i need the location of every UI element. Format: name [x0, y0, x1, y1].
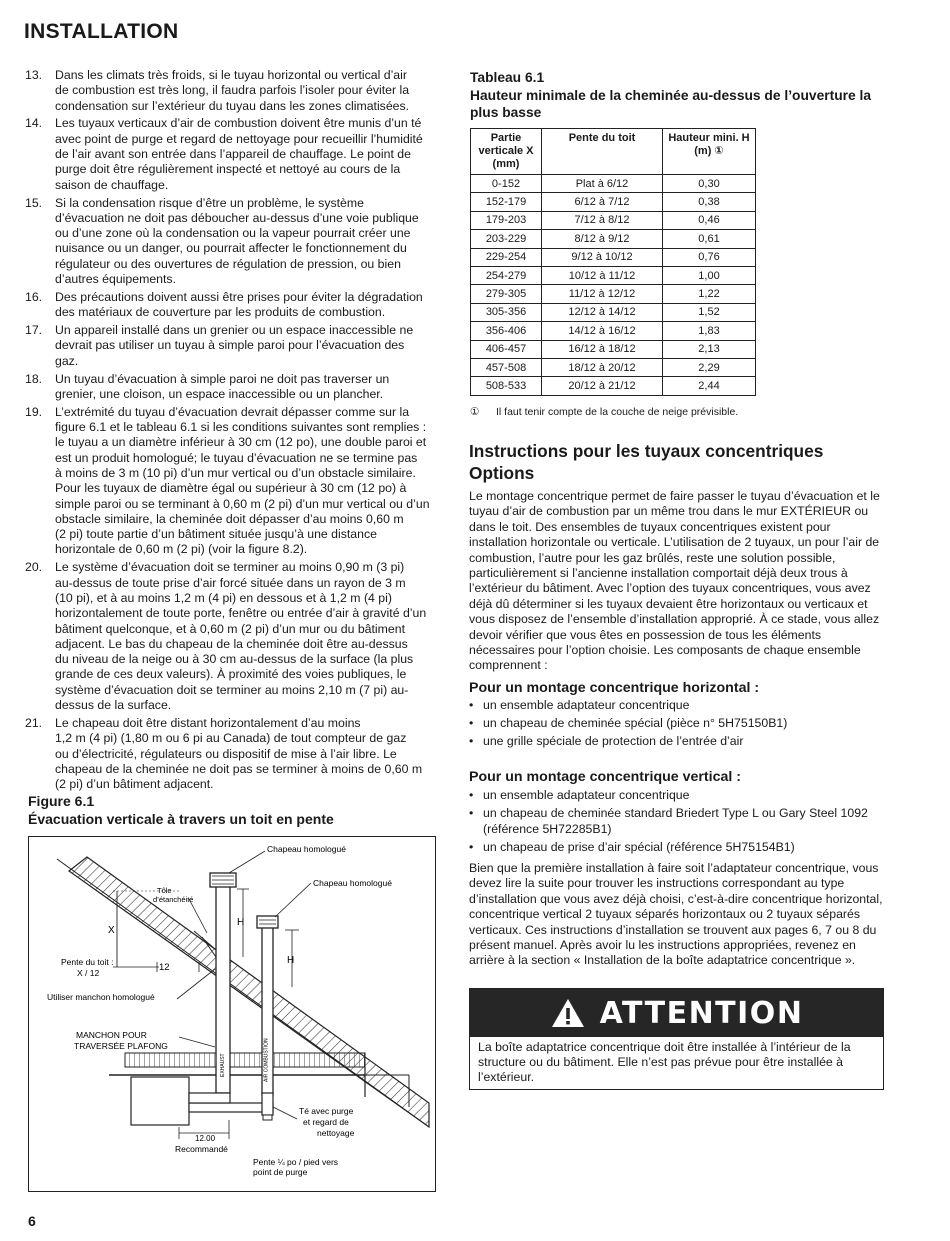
concentric-intro: Le montage concentrique permet de faire passer le tuyau d’évacuation et le tuyau d’air de combustion par un même trou dans le mur EXTÉRIEUR ou dans le toit. Des ensembles de tuyaux concentriques existent pour installation horizontale ou verticale. L’utilisation de 2 tuyaux, un pour l’air de combustion, l’autre pour les gaz brûlés, reste une solution possible, particulièrement si l’ancienne installation comportait déjà deux trous à l’extérieur du bâtiment. Avec l’option des tuyaux concentriques, vous avez déjà dû déterminer si les tuyaux devaient être horizontaux ou verticaux et vous disposez de l’ensemble d’installation approprié. À ce stade, vous allez devoir vérifier que vous êtes en possession de tous les éléments nécessaires pour l’option choisie. Les composants de chaque ensemble comprennent : [469, 489, 880, 673]
column-header: Hauteur mini. H (m) ① [663, 129, 756, 175]
table-cell: 11/12 à 12/12 [542, 285, 663, 303]
table-cell: 152-179 [471, 193, 542, 211]
item-number: 14. [25, 116, 43, 131]
list-item [25, 68, 439, 114]
table-cell: 229-254 [471, 248, 542, 266]
table-row [471, 266, 756, 284]
pitch-label-2: point de purge [253, 1167, 308, 1177]
list-item [25, 116, 439, 192]
slope-label-2: X / 12 [77, 968, 100, 978]
tee-label-1: Té avec purge [299, 1106, 354, 1116]
table-row [471, 340, 756, 358]
list-item [25, 560, 439, 713]
pitch-label-1: Pente ¼ po / pied vers [253, 1157, 339, 1167]
figure-number: Figure 6.1 [28, 793, 95, 809]
item-text: Si la condensation risque d’être un problème, le système d’évacuation ne doit pas déboucher au-dessus d’une voie publique ou d’une zone où la condensation ou la vapeur pourrait créer une nuisance ou un danger, ou pourrait affecter le fonctionnement du régulateur ou des ouvertures de régulation de pression, ou bien d’autres équipements. [55, 195, 419, 287]
table-cell: 0,30 [663, 175, 756, 193]
table-body [471, 175, 756, 396]
air-pipe-label: AIR COMBUSTION [263, 1038, 270, 1082]
list-item-text: un chapeau de cheminée spécial (pièce n° 5H75150B1) [483, 716, 788, 731]
warning-triangle-icon [550, 997, 586, 1029]
figure-caption [28, 792, 442, 828]
table-cell: 2,29 [663, 358, 756, 376]
list-item: • un chapeau de cheminée standard Briedert Type L ou Gary Steel 1092 (référence 5H72285B1) [469, 806, 889, 837]
item-number: 15. [25, 195, 43, 210]
ceiling-band [125, 1053, 365, 1067]
figure-diagram [28, 836, 436, 1192]
appliance [131, 1077, 189, 1125]
item-text: Des précautions doivent aussi être prises pour éviter la dégradation des matériaux de couverture par les produits de combustion. [55, 289, 423, 320]
item-number: 20. [25, 560, 43, 575]
cap-label-2: Chapeau homologué [313, 878, 392, 888]
column-header: Pente du toit [542, 129, 663, 175]
table-cell: 203-229 [471, 230, 542, 248]
list-item [25, 716, 439, 792]
list-item [25, 372, 439, 403]
exhaust-pipe-label: EXHAUST [220, 1053, 226, 1077]
table-cell: 16/12 à 18/12 [542, 340, 663, 358]
table-cell: 305-356 [471, 303, 542, 321]
list-item-text: un ensemble adaptateur concentrique [483, 788, 690, 802]
tee [262, 1093, 273, 1115]
table-cell: 0,76 [663, 248, 756, 266]
item-text: Les tuyaux verticaux d’air de combustion doivent être munis d’un té avec point de purge et regard de nettoyage pour recueillir l’humidité de l’air avant son entrée dans l’appareil de chauffage. Le point de purge doit être régulièrement inspecté et nettoyé au cours de la saison de chauffage. [55, 116, 423, 192]
h-dimension-air: H [287, 955, 295, 966]
air-cap [257, 916, 278, 928]
table-cell: 1,22 [663, 285, 756, 303]
table-cell: 12/12 à 14/12 [542, 303, 663, 321]
table-cell: Plat à 6/12 [542, 175, 663, 193]
horizontal-list [469, 698, 889, 752]
table-title: Hauteur minimale de la cheminée au-dessus de l’ouverture la plus basse [470, 87, 872, 120]
tee-label-2: et regard de [303, 1117, 349, 1127]
table-cell: 0-152 [471, 175, 542, 193]
item-text: L’extrémité du tuyau d’évacuation devrait dépasser comme sur la figure 6.1 et le tableau 6.1 si les conditions suivantes sont remplies : le tuyau a un diamètre inférieur à 30 cm (12 po), une double paroi et est un produit homologué; le tuyau d’évacuation ne se termine pas à moins de 3 m (10 pi) d’un mur vertical ou d’un obstacle similaire. Pour les tuyaux de diamètre égal ou supérieur à 30 cm (12 po) à simple paroi ou se terminant à 0,60 m (2 pi) d’un mur vertical ou d’un obstacle similaire, la cheminée doit dépasser d’au moins 0,60 m (2 pi) toute partie d’un bâtiment située jusqu’à une distance horizontale de 0,60 m (2 pi) (voir la figure 8.2). [55, 404, 430, 557]
cap-label-1: Chapeau homologué [267, 844, 346, 854]
table-row [471, 303, 756, 321]
table-cell: 18/12 à 20/12 [542, 358, 663, 376]
list-item: • un ensemble adaptateur concentrique [469, 788, 690, 802]
table-cell: 1,00 [663, 266, 756, 284]
tee-label-3: nettoyage [317, 1128, 355, 1138]
footnote-text: Il faut tenir compte de la couche de neige prévisible. [496, 406, 739, 418]
flashing-label-2: d’étanchéité [153, 895, 194, 904]
list-item-text: une grille spéciale de protection de l’entrée d’air [483, 734, 744, 749]
item-number: 21. [25, 715, 43, 730]
table-cell: 179-203 [471, 211, 542, 229]
table-label: Tableau 6.1 [470, 70, 545, 85]
table-footnote [470, 406, 738, 418]
list-item [25, 196, 439, 288]
recommended-value: 12.00 [195, 1134, 216, 1143]
section-title: INSTALLATION [24, 20, 179, 43]
table-cell: 14/12 à 16/12 [542, 322, 663, 340]
table-row [471, 175, 756, 193]
table-cell: 9/12 à 10/12 [542, 248, 663, 266]
warning-header [470, 989, 883, 1037]
x-dimension: X [108, 925, 115, 936]
table-cell: 508-533 [471, 377, 542, 395]
ceiling-label-2: TRAVERSÉE PLAFONG [74, 1041, 168, 1051]
item-text: Un appareil installé dans un grenier ou un espace inaccessible ne devrait pas utiliser un tuyau à simple paroi pour l’évacuation des gaz. [55, 323, 414, 368]
item-number: 13. [25, 68, 43, 82]
list-item-text: un chapeau de prise d’air spécial (référence 5H75154B1) [483, 839, 795, 854]
table-cell: 1,83 [663, 322, 756, 340]
table-row [471, 211, 756, 229]
table-cell: 0,61 [663, 230, 756, 248]
horizontal-connector [189, 1103, 273, 1112]
figure-title: Évacuation verticale à travers un toit en pente [28, 811, 334, 827]
table-row [471, 193, 756, 211]
item-text: Le chapeau doit être distant horizontalement d’au moins 1,2 m (4 pi) (1,80 m ou 6 pi au Canada) de tout compteur de gaz ou d’électricité, régulateurs ou dispositif de mise à l’air libre. Le chapeau de la cheminée ne doit pas se terminer à moins de 0,60 m (2 pi) d’un bâtiment adjacent. [55, 715, 423, 792]
table-cell: 0,38 [663, 193, 756, 211]
list-item: • un chapeau de prise d’air spécial (référence 5H75154B1) [469, 839, 795, 854]
installation-list [25, 68, 439, 795]
item-text: Le système d’évacuation doit se terminer au moins 0,90 m (3 pi) au-dessus de toute prise d’air forcé située dans un rayon de 3 m (10 pi), et à au moins 1,2 m (4 pi) en dessous et à 1,2 m (4 pi) horizontalement de toute porte, fenêtre ou entrée d’air à gravité d’un bâtiment quelconque, et à 0,60 m (2 pi) d’un mur ou du bâtiment adjacent. Le bas du chapeau de la cheminée doit être au-dessus du niveau de la neige ou à 30 cm au-dessus de la surface (la plus grande de ces deux valeurs). À proximité des voies publiques, le système d’évacuation doit se terminer au moins 2,10 m (7 pi) au- dessus de la surface. [55, 560, 427, 713]
table-cell: 356-406 [471, 322, 542, 340]
item-number: 19. [25, 404, 43, 419]
footnote-marker: ① [470, 406, 480, 418]
table-cell: 20/12 à 21/12 [542, 377, 663, 395]
sleeve-label: Utiliser manchon homologué [47, 992, 155, 1002]
list-item: • un ensemble adaptateur concentrique [469, 698, 690, 712]
table-cell: 254-279 [471, 266, 542, 284]
item-text: Un tuyau d’évacuation à simple paroi ne doit pas traverser un grenier, une cloison, un espace inaccessible ou un plancher. [55, 371, 390, 401]
table-cell: 279-305 [471, 285, 542, 303]
list-item [25, 290, 439, 321]
vertical-list [469, 788, 889, 858]
list-item [25, 405, 439, 558]
concentric-heading: Instructions pour les tuyaux concentriques Options [469, 441, 824, 483]
table-row [471, 377, 756, 395]
warning-title: ATTENTION [599, 995, 804, 1031]
table-row [471, 358, 756, 376]
table-cell: 2,13 [663, 340, 756, 358]
warning-text: La boîte adaptatrice concentrique doit être installée à l’intérieur de la structure ou du bâtiment. Elle n’est pas prévue pour être installée à l’extérieur. [478, 1040, 851, 1085]
vertical-heading: Pour un montage concentrique vertical : [469, 769, 741, 785]
table-cell: 406-457 [471, 340, 542, 358]
table-cell: 2,44 [663, 377, 756, 395]
item-number: 17. [25, 323, 43, 338]
column-header: Partie verticale X (mm) [471, 129, 542, 175]
item-number: 16. [25, 289, 43, 304]
table-caption [470, 69, 885, 122]
table-cell: 1,52 [663, 303, 756, 321]
table-row [471, 230, 756, 248]
ceiling-label-1: MANCHON POUR [76, 1030, 147, 1040]
list-item: • un chapeau de cheminée spécial (pièce n° 5H75150B1) [469, 716, 788, 731]
table-header-row [471, 129, 756, 175]
slope-label-1: Pente du toit : [61, 957, 114, 967]
table-row [471, 285, 756, 303]
list-item: • une grille spéciale de protection de l’entrée d’air [469, 734, 744, 749]
table-cell: 7/12 à 8/12 [542, 211, 663, 229]
flashing-label-1: Tôle [157, 886, 172, 895]
table-cell: 457-508 [471, 358, 542, 376]
table-cell: 10/12 à 11/12 [542, 266, 663, 284]
warning-box [469, 988, 884, 1090]
horizontal-heading: Pour un montage concentrique horizontal : [469, 680, 760, 696]
list-item-text: un ensemble adaptateur concentrique [483, 698, 690, 712]
list-item [25, 323, 439, 369]
table-cell: 0,46 [663, 211, 756, 229]
table-row [471, 322, 756, 340]
recommended-label: Recommandé [175, 1144, 228, 1154]
list-item-text: un chapeau de cheminée standard Briedert Type L ou Gary Steel 1092 (référence 5H72285B1) [483, 806, 868, 836]
item-number: 18. [25, 371, 43, 386]
page-number: 6 [28, 1213, 36, 1229]
concentric-outro: Bien que la première installation à faire soit l’adaptateur concentrique, vous devez lire la suite pour trouver les instructions correspondant au type d’installation que vous avez déjà choisi, c’est-à-dire concentrique horizontal, concentrique vertical 2 tuyaux séparés horizontaux ou 2 tuyaux séparés verticaux. Ces instructions d’installation se trouvent aux pages 6, 7 ou 8 du présent manuel. Après avoir lu les instructions appropriées, revenez en arrière à la section « Installation de la boîte adaptatrice concentrique ». [469, 861, 883, 968]
table-cell: 6/12 à 7/12 [542, 193, 663, 211]
table-cell: 8/12 à 9/12 [542, 230, 663, 248]
run-dimension: 12 [159, 962, 170, 973]
h-dimension-exhaust: H [237, 917, 245, 928]
table-row [471, 248, 756, 266]
roof-vent-diagram [29, 837, 436, 1192]
chimney-height-table [470, 128, 756, 396]
item-text: Dans les climats très froids, si le tuyau horizontal ou vertical d’air de combustion est très long, il faudra parfois l’isoler pour éviter la condensation sur l’extérieur du tuyau dans les zones climatisées. [55, 68, 410, 113]
